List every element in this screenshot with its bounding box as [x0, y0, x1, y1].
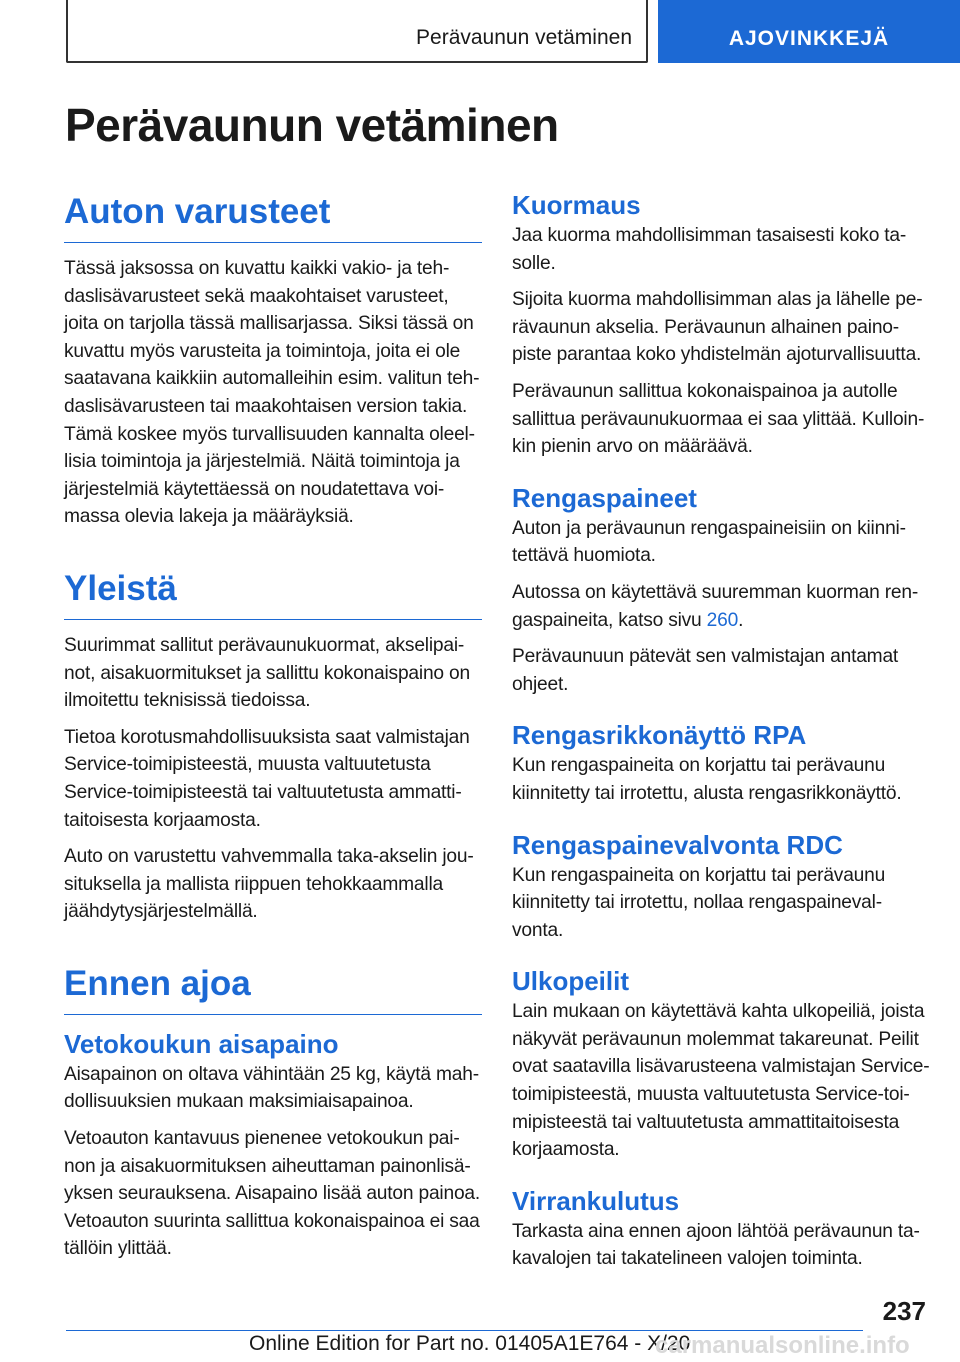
heading-yleista: Yleistä [64, 567, 482, 620]
header-chapter-box [66, 0, 648, 63]
paragraph: Vetoauton kantavuus pienenee vetokoukun pai-non ja aisakuormituksen aiheuttaman painonlisä-yksen seurauksena. Aisapaino lisää auton painoa. Vetoauton suurinta sallittua kokonaispainoa ei saa tällöin ylittää. [64, 1128, 481, 1260]
paragraph: Tässä jaksossa on kuvattu kaikki vakio- ja teh-daslisävarusteet sekä maakohtaiset varusteet, joita on tarjolla tässä mallisarjassa. Siksi tässä on kuvattu myös varusteita ja toimintoja, joita ei ole saatavana kaikkiin automalleihin esim. valitun teh-daslisävarusteen tai maakohtaisen version takia. Tämä koskee myös turvallisuuden kannalta oleel-lisia toimintoja ja järjestelmiä. Näitä toimintoja ja järjestelmiä käytettäessä on noudatettava voi-massa olevia lakeja ja määräyksiä. [64, 258, 480, 528]
paragraph: Sijoita kuorma mahdollisimman alas ja lähelle pe-rävaunun akselia. Perävaunun alhainen paino-piste parantaa koko yhdistelmän ajoturvallisuutta. [512, 289, 923, 366]
paragraph: Perävaunuun pätevät sen valmistajan antamat ohjeet. [512, 646, 899, 695]
paragraph: Perävaunun sallittua kokonaispainoa ja autolle sallittua perävaunukuormaa ei saa ylittää. Kulloin-kin pienin arvo on määräävä. [512, 380, 925, 458]
subheading-rengaspaineet: Rengaspaineet [512, 482, 697, 513]
heading-ennen-ajoa: Ennen ajoa [64, 962, 482, 1015]
subheading-rengasrikkonaytto-rpa: Rengasrikkonäyttö RPA [512, 720, 807, 751]
subheading-ulkopeilit: Ulkopeilit [512, 966, 630, 997]
left-column [64, 190, 482, 1263]
page-link-260[interactable]: 260 [706, 609, 739, 631]
header-section-tab[interactable]: AJOVINKKEJÄ [658, 0, 960, 63]
page-title: Perävaunun vetäminen [65, 99, 559, 151]
heading-auton-varusteet: Auton varusteet [64, 190, 482, 243]
paragraph: Tarkasta aina ennen ajoon lähtöä perävaunun ta-kavalojen tai takatelineen valojen toiminta. [512, 1220, 920, 1270]
paragraph: Kun rengaspaineita on korjattu tai perävaunu kiinnitetty tai irrotettu, nollaa rengaspaineval-vonta. [512, 864, 886, 941]
subheading-vetokoukun-aisapaino: Vetokoukun aisapaino [64, 1028, 339, 1059]
footer-edition: Online Edition for Part no. 01405A1E764 - X/20 [249, 1332, 691, 1355]
paragraph: Auton ja perävaunun rengaspaineisiin on kiinni-tettävä huomiota. [512, 517, 906, 567]
subheading-virrankulutus: Virrankulutus [512, 1185, 680, 1216]
paragraph: Aisapainon on oltava vähintään 25 kg, käytä mah-dollisuuksien mukaan maksimiaisapainoa. [64, 1063, 479, 1113]
paragraph: Auto on varustettu vahvemmalla taka-akselin jou-situksella ja mallista riippuen tehokkaammalla jäähdytysjärjestelmällä. [64, 846, 474, 923]
page-number: 237 [882, 1296, 926, 1326]
subheading-rengaspainevalvonta-rdc: Rengaspainevalvonta RDC [512, 829, 843, 860]
watermark: carmanualsonline.info [655, 1332, 910, 1359]
header-chapter-title: Perävaunun vetäminen [416, 26, 632, 49]
paragraph: Lain mukaan on käytettävä kahta ulkopeiliä, joista näkyvät perävaunun molemmat takareunat. Peilit ovat saatavilla lisävarusteena valmistajan Service-toimipisteestä, muusta valtuutetusta Service-toi-mipisteestä tai valtuutetusta ammattitaitoisesta korjaamosta. [512, 1001, 930, 1161]
right-column [512, 188, 930, 1273]
paragraph: Jaa kuorma mahdollisimman tasaisesti koko ta-solle. [512, 225, 907, 274]
paragraph: Suurimmat sallitut perävaunukuormat, akselipai-not, aisakuormitukset ja sallittu kokonaispaino on ilmoitettu teknisissä tiedoissa. [64, 634, 470, 712]
footer-divider [66, 1330, 863, 1331]
paragraph-text: . [738, 609, 744, 631]
paragraph-with-link [512, 579, 930, 634]
paragraph: Tietoa korotusmahdollisuuksista saat valmistajan Service-toimipisteestä, muusta valtuutetusta Service-toimipisteestä tai valtuutetusta ammatti-taitoisesta korjaamosta. [64, 726, 470, 831]
paragraph-text: Autossa on käytettävä suuremman kuorman ren-gaspaineita, katso sivu [512, 581, 919, 631]
paragraph: Kun rengaspaineita on korjattu tai perävaunu kiinnitetty tai irrotettu, alusta rengasrikkonäyttö. [512, 755, 902, 804]
subheading-kuormaus: Kuormaus [512, 190, 641, 220]
